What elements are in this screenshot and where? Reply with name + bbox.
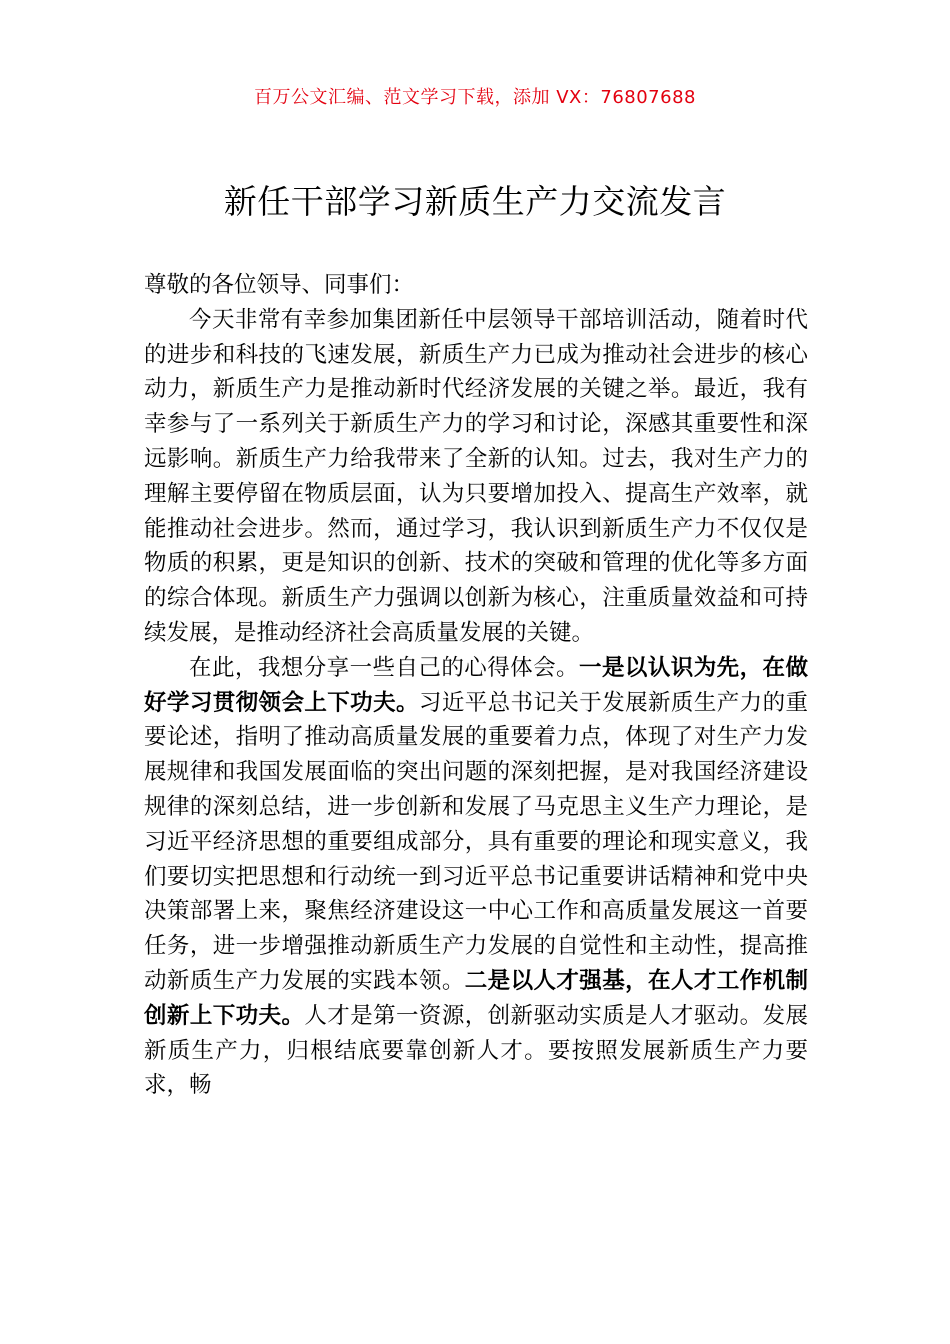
document-title: 新任干部学习新质生产力交流发言 (223, 182, 727, 221)
paragraph-2-intro: 在此，我想分享一些自己的心得体会。 (189, 654, 579, 681)
point-1-heading: 一是以认识为先，在做好学习贯彻领会上下功夫。 (144, 654, 808, 716)
watermark-banner: 百万公文汇编、范文学习下载，添加 VX：76807688 (254, 87, 696, 108)
paragraph-2 (144, 651, 808, 1103)
paragraph-1: 今天非常有幸参加集团新任中层领导干部培训活动，随着时代的进步和科技的飞速发展，新质生产力已成为推动社会进步的核心动力，新质生产力是推动新时代经济发展的关键之举。最近，我有幸参与了一系列关于新质生产力的学习和讨论，深感其重要性和深远影响。新质生产力给我带来了全新的认知。过去，我对生产力的理解主要停留在物质层面，认为只要增加投入、提高生产效率，就能推动社会进步。然而，通过学习，我认识到新质生产力不仅仅是物质的积累，更是知识的创新、技术的突破和管理的优化等多方面的综合体现。新质生产力强调以创新为核心，注重质量效益和可持续发展，是推动经济社会高质量发展的关键。 (144, 306, 808, 646)
point-2-text: 人才是第一资源，创新驱动实质是人才驱动。发展新质生产力，归根结底要靠创新人才。要按照发展新质生产力要求，畅 (144, 1002, 808, 1099)
point-1-text: 习近平总书记关于发展新质生产力的重要论述，指明了推动高质量发展的重要着力点，体现了对生产力发展规律和我国发展面临的突出问题的深刻把握，是对我国经济建设规律的深刻总结，进一步创新和发展了马克思主义生产力理论，是习近平经济思想的重要组成部分，具有重要的理论和现实意义，我们要切实把思想和行动统一到习近平总书记重要讲话精神和党中央决策部署上来，聚焦经济建设这一中心工作和高质量发展这一首要任务，进一步增强推动新质生产力发展的自觉性和主动性，提高推动新质生产力发展的实践本领。 (144, 689, 808, 994)
point-2-heading: 二是以人才强基，在人才工作机制创新上下功夫。 (144, 967, 808, 1029)
salutation: 尊敬的各位领导、同事们： (144, 272, 415, 298)
document-body (144, 268, 808, 1103)
